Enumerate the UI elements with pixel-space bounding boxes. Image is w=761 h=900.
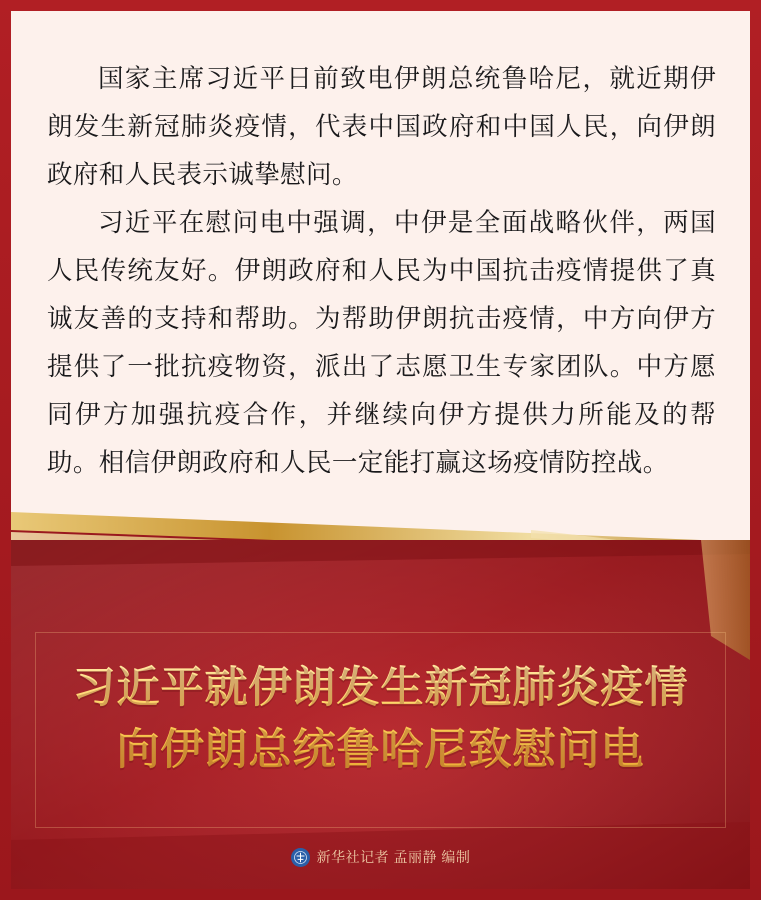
title-banner [11,540,750,889]
frame-edge-left [0,0,11,900]
poster-headline [11,658,750,782]
article-paragraph-1: 国家主席习近平日前致电伊朗总统鲁哈尼，就近期伊朗发生新冠肺炎疫情，代表中国政府和中国人民，向伊朗政府和人民表示诚挚慰问。 [47,64,716,189]
frame-edge-right [750,0,761,900]
headline-line-1: 习近平就伊朗发生新冠肺炎疫情 [72,665,689,712]
article-body [47,55,716,487]
frame-edge-top [0,0,761,11]
xinhua-logo-icon [291,848,310,867]
headline-line-2: 向伊朗总统鲁哈尼致慰问电 [116,727,645,774]
xinhua-mark [294,851,307,864]
credit-text: 新华社记者 孟丽静 编制 [316,849,471,865]
credit-line [11,847,750,867]
article-paragraph-2: 习近平在慰问电中强调，中伊是全面战略伙伴，两国人民传统友好。伊朗政府和人民为中国抗击疫情提供了真诚友善的支持和帮助。为帮助伊朗抗击疫情，中方向伊方提供了一批抗疫物资，派出了志愿卫生专家团队。中方愿同伊方加强抗疫合作，并继续向伊方提供力所能及的帮助。相信伊朗政府和人民一定能打赢这场疫情防控战。 [47,208,716,477]
article-panel [11,11,750,523]
frame-edge-bottom [0,889,761,900]
